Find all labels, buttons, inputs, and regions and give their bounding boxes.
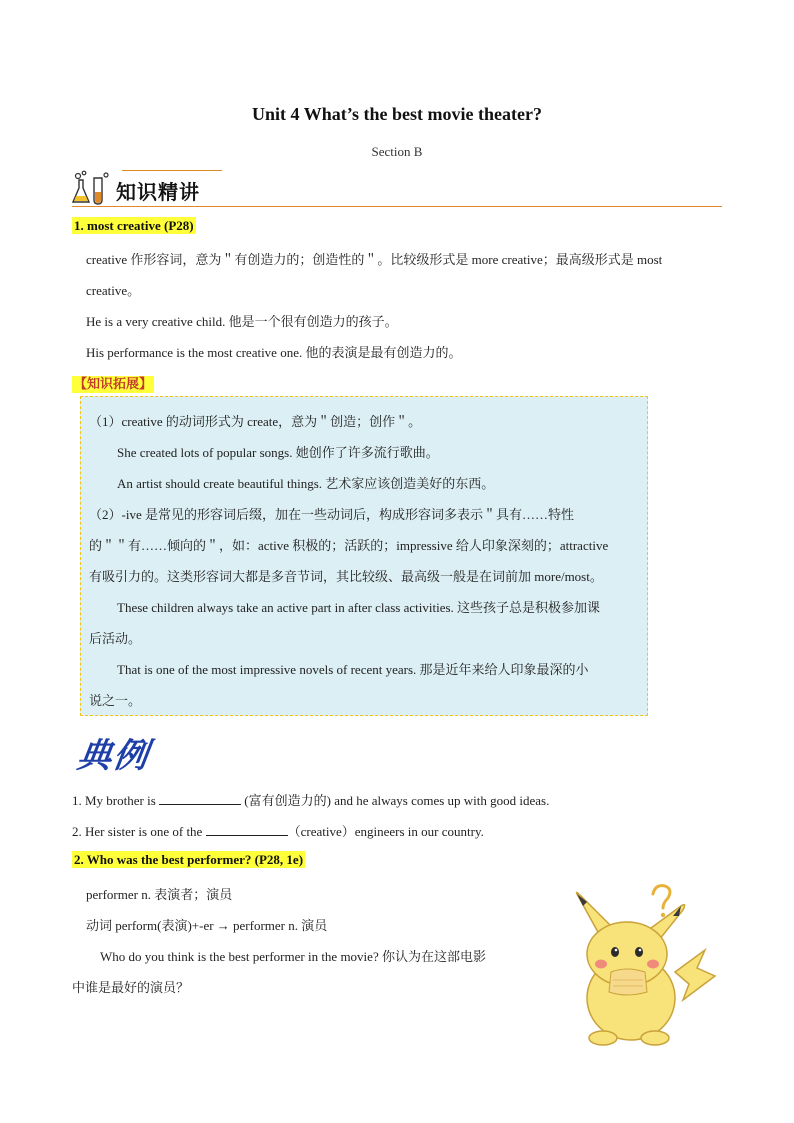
point1-example: He is a very creative child. 他是一个很有创造力的孩子。 — [86, 314, 398, 329]
exercise-2-after: （creative）engineers in our country. — [287, 824, 484, 839]
point2-line: 动词 perform(表演)+-er → performer n. 演员 — [86, 918, 328, 933]
exercise-1-after: (富有创造力的) and he always comes up with good ideas. — [241, 793, 550, 808]
expand-example: These children always take an active part in after class activities. 这些孩子总是积极参加课 — [117, 600, 601, 615]
exercise-2-blank[interactable] — [206, 823, 288, 836]
point1-line: creative 作形容词，意为＂有创造力的；创造性的＂。比较级形式是 more creative；最高级形式是 most — [86, 252, 663, 267]
exercise-1-before: 1. My brother is — [72, 793, 160, 808]
expand-line: 的＂＂有……倾向的＂，如：active 积极的；活跃的；impressive 给人印象深刻的；attractive — [89, 538, 609, 553]
section-header — [72, 164, 722, 208]
point1-heading — [72, 218, 196, 234]
knowledge-expansion-box — [80, 396, 648, 716]
exercise-2 — [72, 821, 484, 840]
expand-tag — [72, 373, 154, 392]
example-header: 典例 — [74, 736, 153, 776]
expand-example: That is one of the most impressive novels of recent years. 那是近年来给人印象最深的小 — [117, 662, 589, 677]
section-header-title: 知识精讲 — [116, 180, 200, 204]
point2-line: performer n. 表演者；演员 — [86, 887, 233, 902]
expand-line: 后活动。 — [89, 631, 142, 646]
pikachu-illustration — [555, 880, 725, 1050]
page-title: Unit 4 What’s the best movie theater? — [252, 104, 542, 124]
point2-example: Who do you think is the best performer in the movie? 你认为在这部电影 — [100, 949, 486, 964]
expand-example: She created lots of popular songs. 她创作了许多流行歌曲。 — [117, 445, 439, 460]
point2-example: 中谁是最好的演员？ — [72, 980, 190, 995]
point2-heading-text: 2. Who was the best performer? (P28, 1e) — [74, 852, 304, 867]
point1-example: His performance is the most creative one. 他的表演是最有创造力的。 — [86, 345, 462, 360]
expand-line: （2）-ive 是常见的形容词后缀，加在一些动词后，构成形容词多表示＂具有……特性 — [89, 507, 574, 522]
exercise-2-before: 2. Her sister is one of the — [72, 824, 206, 839]
expand-tag-text: 【知识拓展】 — [74, 377, 153, 392]
expand-example: An artist should create beautiful things. 艺术家应该创造美好的东西。 — [117, 476, 495, 491]
page-subtitle: Section B — [371, 144, 423, 159]
exercise-1-blank[interactable] — [159, 792, 241, 805]
exercise-1 — [72, 790, 549, 809]
point1-heading-text: 1. most creative (P28) — [74, 218, 194, 233]
point2-heading — [72, 852, 305, 868]
header-bottom-rule — [72, 206, 722, 207]
point1-line: creative。 — [86, 283, 141, 298]
header-top-rule — [122, 170, 222, 171]
expand-line: 有吸引力的。这类形容词大都是多音节词，其比较级、最高级一般是在词前加 more/most。 — [89, 569, 603, 584]
expand-line: 说之一。 — [89, 693, 142, 708]
expand-line: （1）creative 的动词形式为 create，意为＂创造；创作＂。 — [89, 414, 422, 429]
lab-flask-icon — [72, 170, 112, 206]
